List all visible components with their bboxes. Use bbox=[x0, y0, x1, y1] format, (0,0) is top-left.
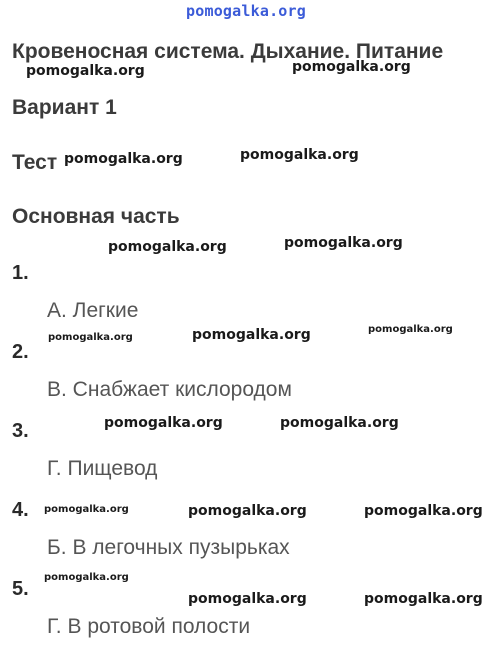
watermark: pomogalka.org bbox=[188, 591, 307, 607]
watermark: pomogalka.org bbox=[280, 415, 399, 431]
question-number: 4. bbox=[12, 499, 29, 521]
watermark: pomogalka.org bbox=[284, 235, 403, 251]
question-number: 1. bbox=[12, 262, 29, 284]
watermark: pomogalka.org bbox=[64, 151, 183, 167]
question-number: 2. bbox=[12, 341, 29, 363]
test-heading: Тест bbox=[12, 151, 58, 174]
watermark: pomogalka.org bbox=[364, 503, 483, 519]
question-answer: Г. Пищевод bbox=[47, 457, 158, 480]
watermark: pomogalka.org bbox=[26, 63, 145, 79]
watermark: pomogalka.org bbox=[44, 504, 129, 515]
question-answer: В. Снабжает кислородом bbox=[47, 378, 292, 401]
watermark: pomogalka.org bbox=[364, 591, 483, 607]
watermark: pomogalka.org bbox=[104, 415, 223, 431]
question-answer: Б. В легочных пузырьках bbox=[47, 536, 290, 559]
watermark: pomogalka.org bbox=[48, 332, 133, 343]
question-answer: А. Легкие bbox=[47, 299, 139, 322]
watermark: pomogalka.org bbox=[240, 147, 359, 163]
watermark: pomogalka.org bbox=[108, 239, 227, 255]
question-number: 5. bbox=[12, 578, 29, 600]
watermark: pomogalka.org bbox=[188, 503, 307, 519]
site-logo: pomogalka.org bbox=[186, 2, 306, 20]
section-heading: Основная часть bbox=[12, 205, 180, 228]
watermark: pomogalka.org bbox=[368, 324, 453, 335]
question-answer: Г. В ротовой полости bbox=[47, 615, 251, 638]
watermark: pomogalka.org bbox=[292, 59, 411, 75]
question-number: 3. bbox=[12, 420, 29, 442]
variant-heading: Вариант 1 bbox=[12, 96, 117, 119]
page-title: Кровеносная система. Дыхание. Питание bbox=[12, 40, 444, 63]
watermark: pomogalka.org bbox=[44, 572, 129, 583]
watermark: pomogalka.org bbox=[192, 327, 311, 343]
